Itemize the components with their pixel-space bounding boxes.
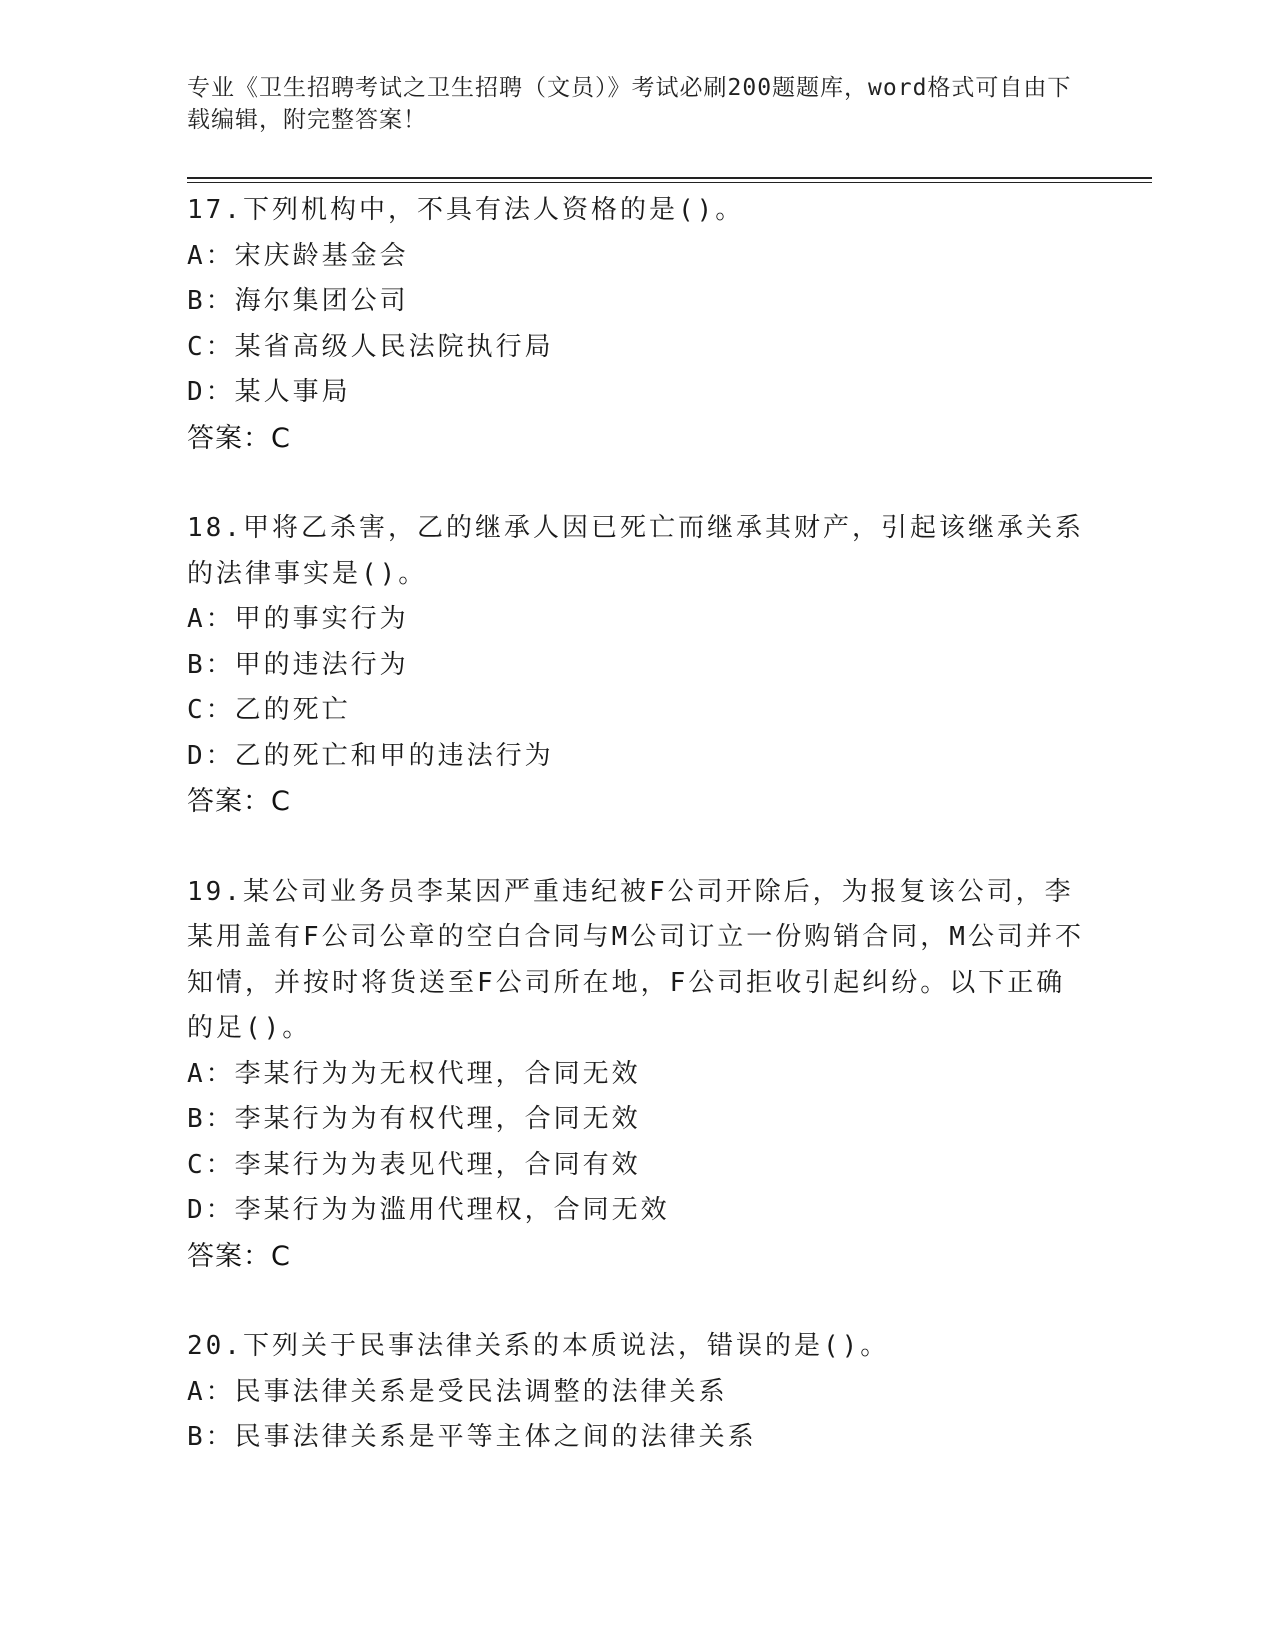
answer-label: 答案：C xyxy=(187,422,291,454)
question-text: 20.下列关于民事法律关系的本质说法，错误的是()。 xyxy=(187,1331,890,1361)
question-list xyxy=(187,188,1087,1461)
question-spacer xyxy=(187,461,1087,506)
option-c: C：李某行为为表见代理，合同有效 xyxy=(187,1149,641,1180)
option-b: B：李某行为为有权代理，合同无效 xyxy=(187,1104,641,1134)
option-a: A：李某行为为无权代理，合同无效 xyxy=(187,1058,641,1089)
option-a: A：宋庆龄基金会 xyxy=(187,240,409,271)
answer-label: 答案：C xyxy=(187,786,291,817)
option-b: B：民事法律关系是平等主体之间的法律关系 xyxy=(187,1422,757,1452)
option-d: D：李某行为为滥用代理权，合同无效 xyxy=(187,1195,670,1225)
option-b: B：甲的违法行为 xyxy=(187,649,409,680)
option-a: A：民事法律关系是受民法调整的法律关系 xyxy=(187,1376,728,1407)
answer-label: 答案：C xyxy=(187,1240,291,1272)
question-18 xyxy=(187,506,1087,825)
header-rule-thick xyxy=(187,177,1152,179)
option-c: C：某省高级人民法院执行局 xyxy=(187,331,554,362)
question-19 xyxy=(187,870,1087,1280)
option-d: D：乙的死亡和甲的违法行为 xyxy=(187,740,554,771)
question-text: 17.下列机构中，不具有法人资格的是()。 xyxy=(187,195,745,225)
header-rule-thin xyxy=(187,182,1152,183)
question-spacer xyxy=(187,1279,1087,1324)
question-spacer xyxy=(187,825,1087,870)
option-c: C：乙的死亡 xyxy=(187,695,351,725)
question-17 xyxy=(187,188,1087,461)
document-header: 专业《卫生招聘考试之卫生招聘（文员）》考试必刷200题题库，word格式可自由下载编辑，附完整答案！ xyxy=(187,75,1072,133)
question-text: 18.甲将乙杀害，乙的继承人因已死亡而继承其财产，引起该继承关系的法律事实是()。 xyxy=(187,513,1084,589)
question-text: 19.某公司业务员李某因严重违纪被F公司开除后，为报复该公司，李某用盖有F公司公章的空白合同与M公司订立一份购销合同，M公司并不知情，并按时将货送至F公司所在地，F公司拒收引起纠纷。以下正确的足()。 xyxy=(187,876,1084,1043)
option-d: D：某人事局 xyxy=(187,377,351,407)
option-a: A：甲的事实行为 xyxy=(187,604,409,634)
question-20 xyxy=(187,1324,1087,1461)
option-b: B：海尔集团公司 xyxy=(187,286,409,316)
